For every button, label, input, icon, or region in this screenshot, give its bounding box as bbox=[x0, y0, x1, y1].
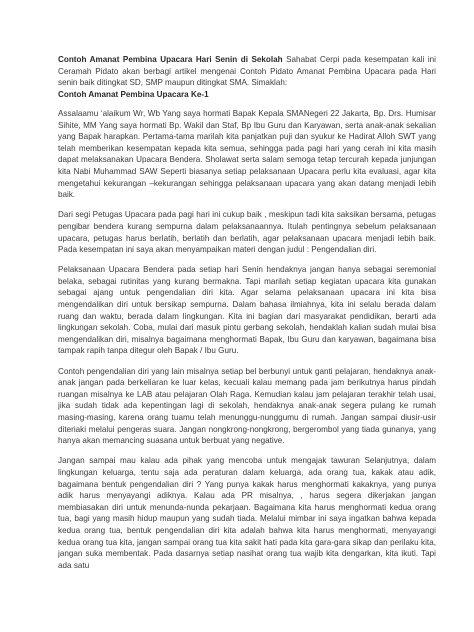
body-paragraph-5: Jangan sampai mau kalau ada pihak yang mencoba untuk mengajak tawuran Selanjutnya, dalam lingkungan keluarga, tentu saja ada peraturan dalam keluarga, ada orang tua, kakak atau adik, bagaimana bentuk pengendalian diri ? Yang punya kakak harus menghormati kakaknya, yang punya adik harus menyayangi adiknya. Kalau ada PR misalnya, , harus segera dikerjakan jangan membiasakan diri untuk menunda-nunda pekarjaan. Bagaimana kita harus menghormati kedua orang tua, bagi yang masih hidup maupun yang sudah tiada. Melalui mimbar ini saya ingatkan bahwa kepada kedua orang tua, bentuk pengendalian diri kita adalah bahwa kita harus menghormati, menyayangi kedua orang tua kita, jangan sampai orang tua kita sakit hati pada kita gara-gara sikap dan perilaku kita, jangan suka membentak. Pada dasarnya setiap nasihat orang tua wajib kita dengarkan, kita ikuti. Tapi ada satu bbox=[58, 456, 436, 570]
body-paragraph-2: Dari segi Petugas Upacara pada pagi hari ini cukup baik , meskipun tadi kita saksikan bersama, petugas pengibar bendera kurang sempurna dalam pelaksanaannya. Itulah pentingnya sebelum pelaksanaan upacara, petugas harus berlatih, berlatih dan berlatih, agar pelaksanaan upacara menjadi lebih baik. Pada kesempatan ini saya akan menyampaikan materi dengan judul : Pengendalian diri. bbox=[58, 210, 436, 255]
body-paragraph-4: Contoh pengendalian diri yang lain misalnya setiap bel berbunyi untuk ganti pelajaran, hendaknya anak-anak jangan pada berkeliaran ke luar kelas, kecuali kalau memang pada jam berikutnya harus pindah ruangan misalnya ke LAB atau pelajaran Olah Raga. Kemudian kalau jam pelajaran terakhir telah usai, jika sudah tidak ada kepentingan lagi di sekolah, hendaknya anak-anak segera pulang ke rumah masing-masing, karena orang tuamu telah menunggu-nunggumu di rumah. Jangan sampai diusir-usir diteriaki melalui pengeras suara. Jangan nongkrong-nongkrong, bergerombol yang tiada gunanya, yang hanya akan memancing suasana untuk berbuat yang negative. bbox=[58, 366, 436, 446]
section-heading: Contoh Amanat Pembina Upacara Ke-1 bbox=[58, 89, 209, 99]
intro-paragraph bbox=[58, 54, 436, 89]
article-title: Contoh Amanat Pembina Upacara Hari Senin di Sekolah bbox=[58, 55, 283, 64]
intro-text: Sahabat Cerpi pada kesempatan kali ini Ceramah Pidato akan berbagi artikel mengenai Contoh Pidato Amanat Pembina Upacara pada Hari senin baik ditingkat SD, SMP maupun ditingkat SMA. Simaklah: bbox=[58, 55, 436, 88]
body-paragraph-3: Pelaksanaan Upacara Bendera pada setiap hari Senin hendaknya jangan hanya sebagai seremonial belaka, sebagai rutinitas yang kurang bermakna. Tapi marilah setiap kegiatan upacara kita gunakan sebagai ajang untuk pengendalian diri kita. Agar selama pelaksanaan upacara ini kita bisa mengendalikan diri untuk bersikap sempurna. Dalam bahasa ilmiahnya, kita ini selalu berada dalam ruang dan waktu, berada dalam lingkungan. Kita ini bagian dari masyarakat pendidikan, berarti ada lingkungan sekolah. Coba, mulai dari masuk pintu gerbang sekolah, hendaklah kalian sudah mulai bisa mengendalikan diri, misalnya bagaimana menghormati Bapak, Ibu Guru dan karyawan, bagaimana bisa tampak rapih tanpa ditegur oleh Bapak / Ibu Guru. bbox=[58, 265, 436, 356]
body-paragraph-1: Assalaamu ‘alaikum Wr, Wb Yang saya hormati Bapak Kepala SMANegeri 22 Jakarta, Bp. Drs. Humisar Sihite, MM Yang saya hormati Bp. Wakil dan Staf, Bp Ibu Guru dan Karyawan, serta anak-anak sekalian yang Bapak harapkan. Pertama-tama marilah kita panjatkan puji dan syukur ke Hadirat Alloh SWT yang telah memberikan kesempatan kepada kita semua, sehingga pada pagi hari yang cerah ini kita masih dapat melaksanakan Upacara Bendera. Sholawat serta salam semoga tetap tercurah kepada junjungan kita Nabi Muhammad SAW Seperti biasanya setiap pelaksanaan Upacara perlu kita evaluasi, agar kita mengetahui kekurangan –kekurangan sehingga pelaksanaan upacara yang akan datang menjadi lebih baik. bbox=[58, 108, 436, 200]
